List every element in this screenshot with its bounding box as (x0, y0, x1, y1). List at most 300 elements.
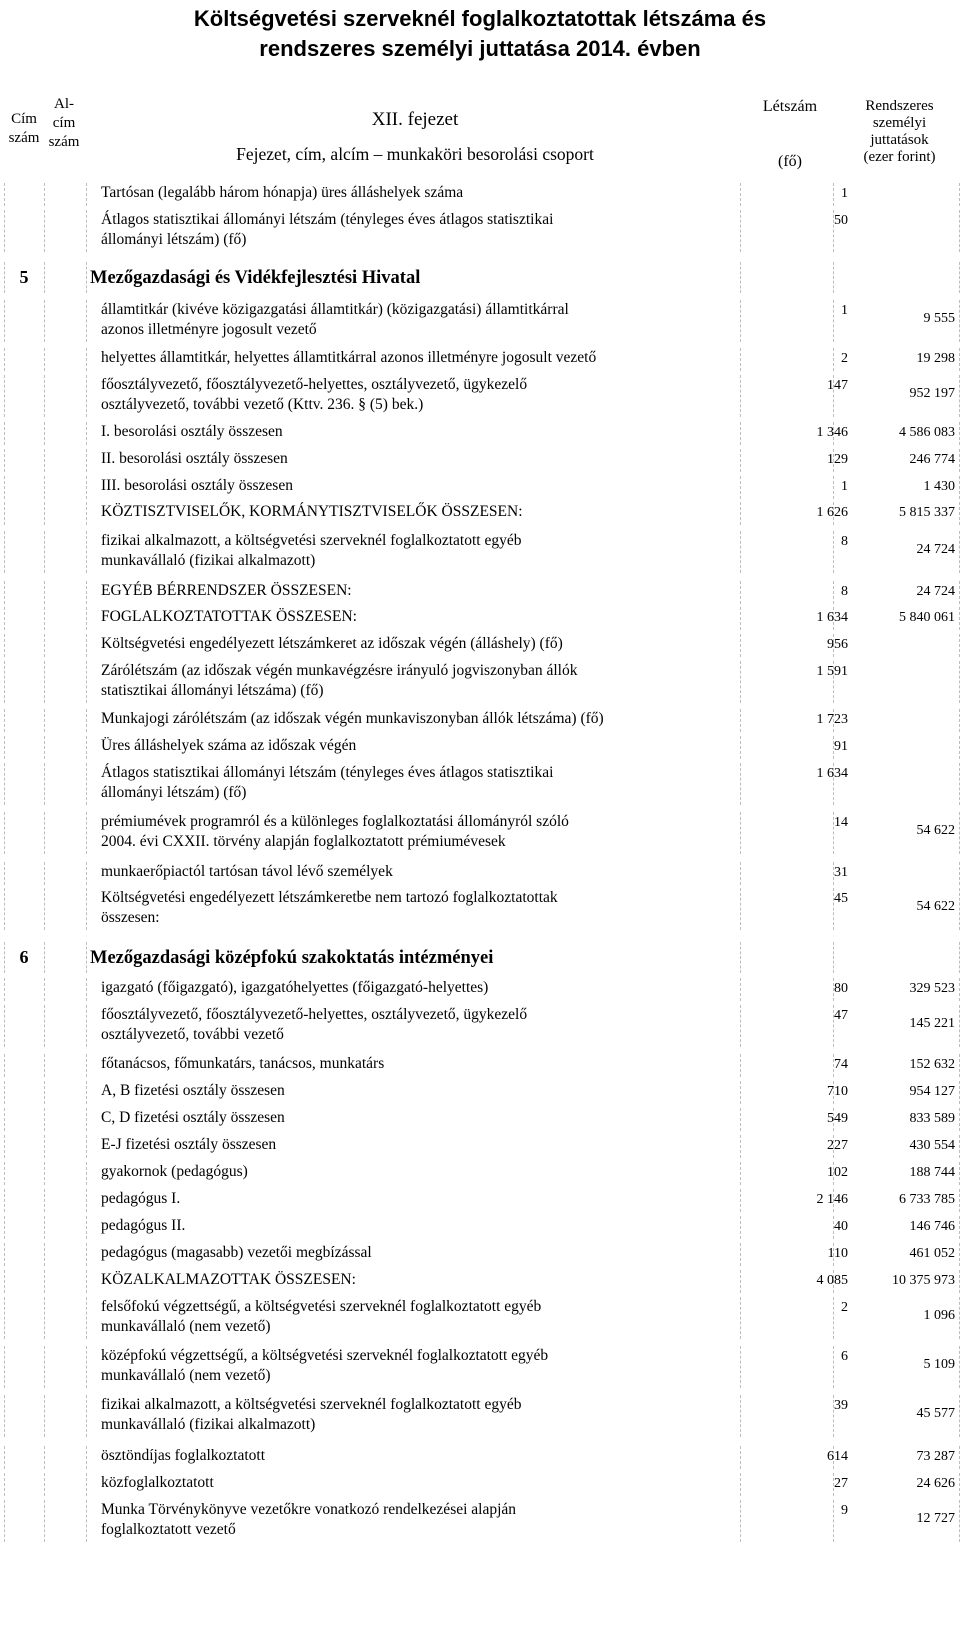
row-description (101, 763, 731, 803)
column-divider (44, 1243, 45, 1266)
title-line-1: Költségvetési szerveknél foglalkoztatottak létszáma és (193, 6, 767, 31)
table-row (0, 1108, 960, 1133)
juttatas-value: 12 727 (916, 1511, 955, 1526)
column-divider (44, 449, 45, 472)
description-line: C, D fizetési osztály összesen (101, 1109, 285, 1126)
column-divider (86, 634, 87, 657)
table-row (0, 449, 960, 474)
letszam-value: 1 634 (816, 766, 848, 781)
description-line: Mezőgazdasági középfokú szakoktatás intézményei (90, 948, 494, 968)
juttatas-value: 5 815 337 (899, 505, 955, 520)
row-description (101, 476, 731, 496)
header-letszam-unit: (fő) (778, 153, 802, 170)
column-divider (4, 1473, 5, 1496)
letszam-value: 74 (834, 1057, 848, 1072)
table-row (0, 375, 960, 419)
column-divider (740, 262, 741, 293)
column-divider (4, 1297, 5, 1339)
column-divider (44, 763, 45, 805)
table-row (0, 862, 960, 887)
column-divider (86, 607, 87, 630)
row-description (101, 1297, 731, 1337)
column-divider (740, 1346, 741, 1388)
column-divider (740, 1081, 741, 1104)
column-divider (4, 812, 5, 854)
juttatas-value: 461 052 (909, 1246, 955, 1261)
column-divider (44, 1473, 45, 1496)
description-line: Munka Törvénykönyve vezetőkre vonatkozó rendelkezései alapján (101, 1501, 517, 1518)
row-description (101, 862, 731, 882)
column-divider (4, 978, 5, 1001)
description-line: főosztályvezető, főosztályvezető-helyettes, osztályvezető, ügykezelő (101, 1006, 528, 1023)
description-line: FOGLALKOZTATOTTAK ÖSSZESEN: (101, 608, 357, 625)
column-divider (740, 1243, 741, 1266)
column-divider (4, 300, 5, 342)
description-line: pedagógus (magasabb) vezetői megbízással (101, 1244, 372, 1261)
column-divider (44, 862, 45, 885)
column-divider (4, 449, 5, 472)
description-line: Átlagos statisztikai állományi létszám (tényleges éves átlagos statisztikai (101, 764, 554, 781)
column-divider (4, 709, 5, 732)
column-divider (4, 763, 5, 805)
letszam-value: 710 (827, 1084, 848, 1099)
description-line: Üres álláshelyek száma az időszak végén (101, 737, 357, 754)
description-line: A, B fizetési osztály összesen (101, 1082, 285, 1099)
column-divider (740, 1054, 741, 1077)
column-divider (740, 581, 741, 604)
table-row (0, 942, 960, 975)
column-divider (44, 709, 45, 732)
letszam-value: 39 (834, 1398, 848, 1413)
row-description (101, 634, 731, 654)
column-divider (740, 1162, 741, 1185)
letszam-value: 47 (834, 1008, 848, 1023)
column-divider (4, 1135, 5, 1158)
column-divider (44, 210, 45, 252)
column-divider (44, 888, 45, 930)
description-line: főtanácsos, főmunkatárs, tanácsos, munkatárs (101, 1055, 385, 1072)
letszam-value: 614 (827, 1449, 848, 1464)
header-cim-line: Cím (11, 111, 37, 127)
column-divider (44, 1395, 45, 1437)
letszam-value: 549 (827, 1111, 848, 1126)
column-divider (86, 1500, 87, 1542)
description-line: KÖZALKALMAZOTTAK ÖSSZESEN: (101, 1271, 356, 1288)
description-line: összesen: (101, 909, 160, 926)
table-row (0, 1500, 960, 1544)
letszam-value: 956 (827, 637, 848, 652)
column-divider (44, 736, 45, 759)
description-line: KÖZTISZTVISELŐK, KORMÁNYTISZTVISELŐK ÖSSZESEN: (101, 503, 523, 520)
chapter-subtitle: Fejezet, cím, alcím – munkaköri besorolási csoport (236, 144, 594, 164)
column-divider (44, 978, 45, 1001)
column-divider (86, 1081, 87, 1104)
column-divider (44, 422, 45, 445)
column-divider (740, 375, 741, 417)
description-line: Mezőgazdasági és Vidékfejlesztési Hivatal (90, 268, 421, 288)
row-description (101, 449, 731, 469)
description-line: II. besorolási osztály összesen (101, 450, 288, 467)
column-divider (86, 862, 87, 885)
row-description (101, 1135, 731, 1155)
header-alcim-line: Al- (54, 96, 74, 112)
column-divider (86, 942, 87, 973)
column-divider (86, 1395, 87, 1437)
column-divider (740, 531, 741, 573)
description-line: pedagógus I. (101, 1190, 181, 1207)
description-line: államtitkár (kivéve közigazgatási államtitkár) (közigazgatási) államtitkárral (101, 301, 569, 318)
cim-szam: 5 (19, 267, 29, 287)
header-juttatas-line: személyi (872, 115, 927, 131)
column-divider (86, 262, 87, 293)
column-divider (740, 1395, 741, 1437)
description-line: azonos illetményre jogosult vezető (101, 321, 317, 338)
column-divider (86, 1346, 87, 1388)
column-divider (740, 1005, 741, 1047)
section-title (90, 947, 730, 969)
juttatas-value: 1 430 (923, 479, 955, 494)
column-divider (86, 763, 87, 805)
row-description (101, 1243, 731, 1263)
column-divider (4, 736, 5, 759)
column-divider (4, 183, 5, 206)
table-row (0, 736, 960, 761)
description-line: állományi létszám) (fő) (101, 784, 247, 801)
description-line: munkavállaló (nem vezető) (101, 1367, 271, 1384)
description-line: igazgató (főigazgató), igazgatóhelyettes (főigazgató-helyettes) (101, 979, 489, 996)
column-divider (44, 300, 45, 342)
letszam-value: 14 (834, 815, 848, 830)
row-description (101, 1005, 731, 1045)
row-description (101, 300, 731, 340)
title-line-2: rendszeres személyi juttatása 2014. évben (259, 36, 701, 61)
column-divider (4, 634, 5, 657)
column-divider (86, 661, 87, 703)
column-divider (44, 375, 45, 417)
letszam-value: 8 (841, 534, 848, 549)
row-description (101, 1446, 731, 1466)
header-letszam-line: Létszám (762, 98, 818, 115)
table-row (0, 210, 960, 254)
letszam-value: 2 (841, 1300, 848, 1315)
column-divider (833, 942, 834, 973)
column-divider (4, 476, 5, 499)
table-row (0, 1216, 960, 1241)
row-description (101, 1270, 731, 1290)
description-line: Átlagos statisztikai állományi létszám (tényleges éves átlagos statisztikai (101, 211, 554, 228)
column-divider (44, 262, 45, 293)
description-line: pedagógus II. (101, 1217, 186, 1234)
row-description (101, 812, 731, 852)
column-divider (44, 1297, 45, 1339)
column-divider (44, 1081, 45, 1104)
juttatas-value: 430 554 (909, 1138, 955, 1153)
column-divider (4, 348, 5, 371)
table-row (0, 661, 960, 705)
column-divider (44, 1346, 45, 1388)
row-description (101, 1473, 731, 1493)
header-juttatas-line: juttatások (870, 132, 929, 148)
column-divider (740, 634, 741, 657)
column-divider (4, 888, 5, 930)
header-alcim-line: cím (52, 115, 76, 131)
juttatas-value: 54 622 (916, 899, 955, 914)
letszam-value: 8 (841, 584, 848, 599)
column-divider (740, 1500, 741, 1542)
column-divider (44, 1446, 45, 1469)
column-divider (740, 978, 741, 1001)
juttatas-value: 10 375 973 (892, 1273, 955, 1288)
column-divider (44, 812, 45, 854)
table-row (0, 581, 960, 606)
column-divider (740, 1270, 741, 1293)
description-line: statisztikai állományi létszáma) (fő) (101, 682, 324, 699)
column-divider (4, 1270, 5, 1293)
row-description (101, 1395, 731, 1435)
column-divider (4, 1005, 5, 1047)
table-row (0, 1395, 960, 1439)
column-divider (44, 1162, 45, 1185)
column-divider (86, 581, 87, 604)
letszam-value: 1 634 (816, 610, 848, 625)
letszam-value: 27 (834, 1476, 848, 1491)
row-description (101, 1216, 731, 1236)
column-divider (86, 978, 87, 1001)
table-row (0, 1243, 960, 1268)
column-divider (86, 1270, 87, 1293)
row-description (101, 581, 731, 601)
letszam-value: 9 (841, 1503, 848, 1518)
column-divider (44, 1135, 45, 1158)
row-description (101, 183, 731, 203)
table-row (0, 183, 960, 208)
description-line: Költségvetési engedélyezett létszámkeret az időszak végén (álláshely) (fő) (101, 635, 563, 652)
description-line: helyettes államtitkár, helyettes államtitkárral azonos illetményre jogosult vezető (101, 349, 597, 366)
column-divider (740, 1216, 741, 1239)
letszam-value: 1 (841, 303, 848, 318)
row-description (101, 1054, 731, 1074)
column-divider (740, 1446, 741, 1469)
description-line: I. besorolási osztály összesen (101, 423, 283, 440)
description-line: állományi létszám) (fő) (101, 231, 247, 248)
letszam-value: 80 (834, 981, 848, 996)
column-divider (44, 1054, 45, 1077)
row-description (101, 1108, 731, 1128)
column-divider (740, 1473, 741, 1496)
row-description (101, 978, 731, 998)
column-divider (86, 1189, 87, 1212)
row-description (101, 502, 731, 522)
column-divider (86, 531, 87, 573)
column-divider (44, 183, 45, 206)
column-divider (86, 300, 87, 342)
description-line: 2004. évi CXXII. törvény alapján foglalkoztatott prémiumévesek (101, 833, 506, 850)
column-divider (740, 812, 741, 854)
column-divider (4, 862, 5, 885)
letszam-value: 227 (827, 1138, 848, 1153)
description-line: ösztöndíjas foglalkoztatott (101, 1447, 266, 1464)
column-divider (4, 581, 5, 604)
chapter-title: XII. fejezet (371, 109, 459, 130)
description-line: osztályvezető, további vezető (Kttv. 236. § (5) bek.) (101, 396, 424, 413)
row-description (101, 1189, 731, 1209)
column-divider (740, 661, 741, 703)
juttatas-value: 188 744 (909, 1165, 955, 1180)
row-description (101, 1162, 731, 1182)
column-divider (44, 1005, 45, 1047)
column-divider (4, 1446, 5, 1469)
column-divider (86, 888, 87, 930)
row-description (101, 1081, 731, 1101)
letszam-value: 1 346 (816, 425, 848, 440)
description-line: munkaerőpiactól tartósan távol lévő személyek (101, 863, 393, 880)
column-divider (4, 1108, 5, 1131)
juttatas-value: 9 555 (923, 311, 955, 326)
table-row (0, 1473, 960, 1498)
column-divider (740, 862, 741, 885)
column-divider (4, 607, 5, 630)
description-line: fizikai alkalmazott, a költségvetési szerveknél foglalkoztatott egyéb (101, 532, 522, 549)
row-description (101, 348, 731, 368)
column-divider (740, 709, 741, 732)
description-line: főosztályvezető, főosztályvezető-helyettes, osztályvezető, ügykezelő (101, 376, 528, 393)
table-row (0, 1054, 960, 1079)
column-divider (86, 449, 87, 472)
juttatas-value: 24 626 (916, 1476, 955, 1491)
header-alcim-line: szám (48, 134, 80, 150)
row-description (101, 531, 731, 571)
table-row (0, 1081, 960, 1106)
header-juttatas-line: Rendszeres (865, 98, 934, 114)
column-divider (4, 210, 5, 252)
column-divider (44, 581, 45, 604)
row-description (101, 422, 731, 442)
letszam-value: 40 (834, 1219, 848, 1234)
description-line: III. besorolási osztály összesen (101, 477, 293, 494)
column-divider (44, 476, 45, 499)
juttatas-value: 246 774 (909, 452, 955, 467)
letszam-value: 1 (841, 186, 848, 201)
table-row (0, 763, 960, 807)
column-divider (44, 1108, 45, 1131)
table-row (0, 1162, 960, 1187)
row-description (101, 736, 731, 756)
column-divider (44, 1500, 45, 1542)
description-line: középfokú végzettségű, a költségvetési szerveknél foglalkoztatott egyéb (101, 1347, 549, 1364)
table-row (0, 502, 960, 527)
column-divider (86, 1054, 87, 1077)
column-divider (86, 183, 87, 206)
column-divider (740, 1297, 741, 1339)
description-line: Zárólétszám (az időszak végén munkavégzésre irányuló jogviszonyban állók (101, 662, 578, 679)
column-divider (86, 348, 87, 371)
table-row (0, 476, 960, 501)
column-divider (86, 210, 87, 252)
column-divider (86, 709, 87, 732)
column-divider (86, 1005, 87, 1047)
column-divider (4, 1500, 5, 1542)
column-divider (4, 1162, 5, 1185)
juttatas-value: 145 221 (909, 1016, 955, 1031)
column-divider (740, 476, 741, 499)
juttatas-value: 329 523 (909, 981, 955, 996)
column-divider (740, 502, 741, 525)
description-line: munkavállaló (nem vezető) (101, 1318, 271, 1335)
letszam-value: 91 (834, 739, 848, 754)
column-divider (740, 1189, 741, 1212)
row-description (101, 210, 731, 250)
description-line: munkavállaló (fizikai alkalmazott) (101, 1416, 316, 1433)
column-divider (44, 661, 45, 703)
letszam-value: 1 626 (816, 505, 848, 520)
letszam-value: 31 (834, 865, 848, 880)
description-line: osztályvezető, további vezető (101, 1026, 284, 1043)
table-row (0, 978, 960, 1003)
column-divider (4, 1243, 5, 1266)
column-divider (740, 888, 741, 930)
letszam-value: 45 (834, 891, 848, 906)
column-divider (86, 736, 87, 759)
column-divider (86, 1162, 87, 1185)
row-description (101, 607, 731, 627)
description-line: E-J fizetési osztály összesen (101, 1136, 277, 1153)
table-row (0, 888, 960, 932)
letszam-value: 102 (827, 1165, 848, 1180)
table-row (0, 634, 960, 659)
description-line: Munkajogi zárólétszám (az időszak végén munkaviszonyban állók létszáma) (fő) (101, 710, 604, 727)
juttatas-value: 152 632 (909, 1057, 955, 1072)
row-description (101, 1500, 731, 1540)
juttatas-value: 833 589 (909, 1111, 955, 1126)
column-divider (86, 1216, 87, 1239)
column-divider (86, 1446, 87, 1469)
column-divider (4, 531, 5, 573)
column-divider (86, 476, 87, 499)
column-divider (86, 1243, 87, 1266)
description-line: foglalkoztatott vezető (101, 1521, 236, 1538)
description-line: felsőfokú végzettségű, a költségvetési szerveknél foglalkoztatott egyéb (101, 1298, 542, 1315)
column-divider (740, 1135, 741, 1158)
section-title (90, 267, 730, 289)
column-divider (86, 1473, 87, 1496)
letszam-value: 50 (834, 213, 848, 228)
column-divider (86, 812, 87, 854)
column-divider (4, 1346, 5, 1388)
table-row (0, 531, 960, 575)
column-divider (740, 210, 741, 252)
column-divider (4, 1395, 5, 1437)
column-divider (740, 1108, 741, 1131)
column-divider (740, 300, 741, 342)
column-divider (740, 763, 741, 805)
row-description (101, 375, 731, 415)
letszam-value: 147 (827, 378, 848, 393)
description-line: fizikai alkalmazott, a költségvetési szerveknél foglalkoztatott egyéb (101, 1396, 522, 1413)
column-divider (44, 942, 45, 973)
column-divider (44, 634, 45, 657)
table-row (0, 1189, 960, 1214)
column-divider (4, 375, 5, 417)
juttatas-value: 24 724 (916, 584, 955, 599)
column-divider (833, 262, 834, 293)
juttatas-value: 5 109 (923, 1357, 955, 1372)
cim-szam: 6 (19, 947, 29, 967)
table-row (0, 1346, 960, 1390)
juttatas-value: 4 586 083 (899, 425, 955, 440)
description-line: Tartósan (legalább három hónapja) üres álláshelyek száma (101, 184, 464, 201)
column-divider (86, 1297, 87, 1339)
header-cim-line: szám (8, 130, 40, 146)
